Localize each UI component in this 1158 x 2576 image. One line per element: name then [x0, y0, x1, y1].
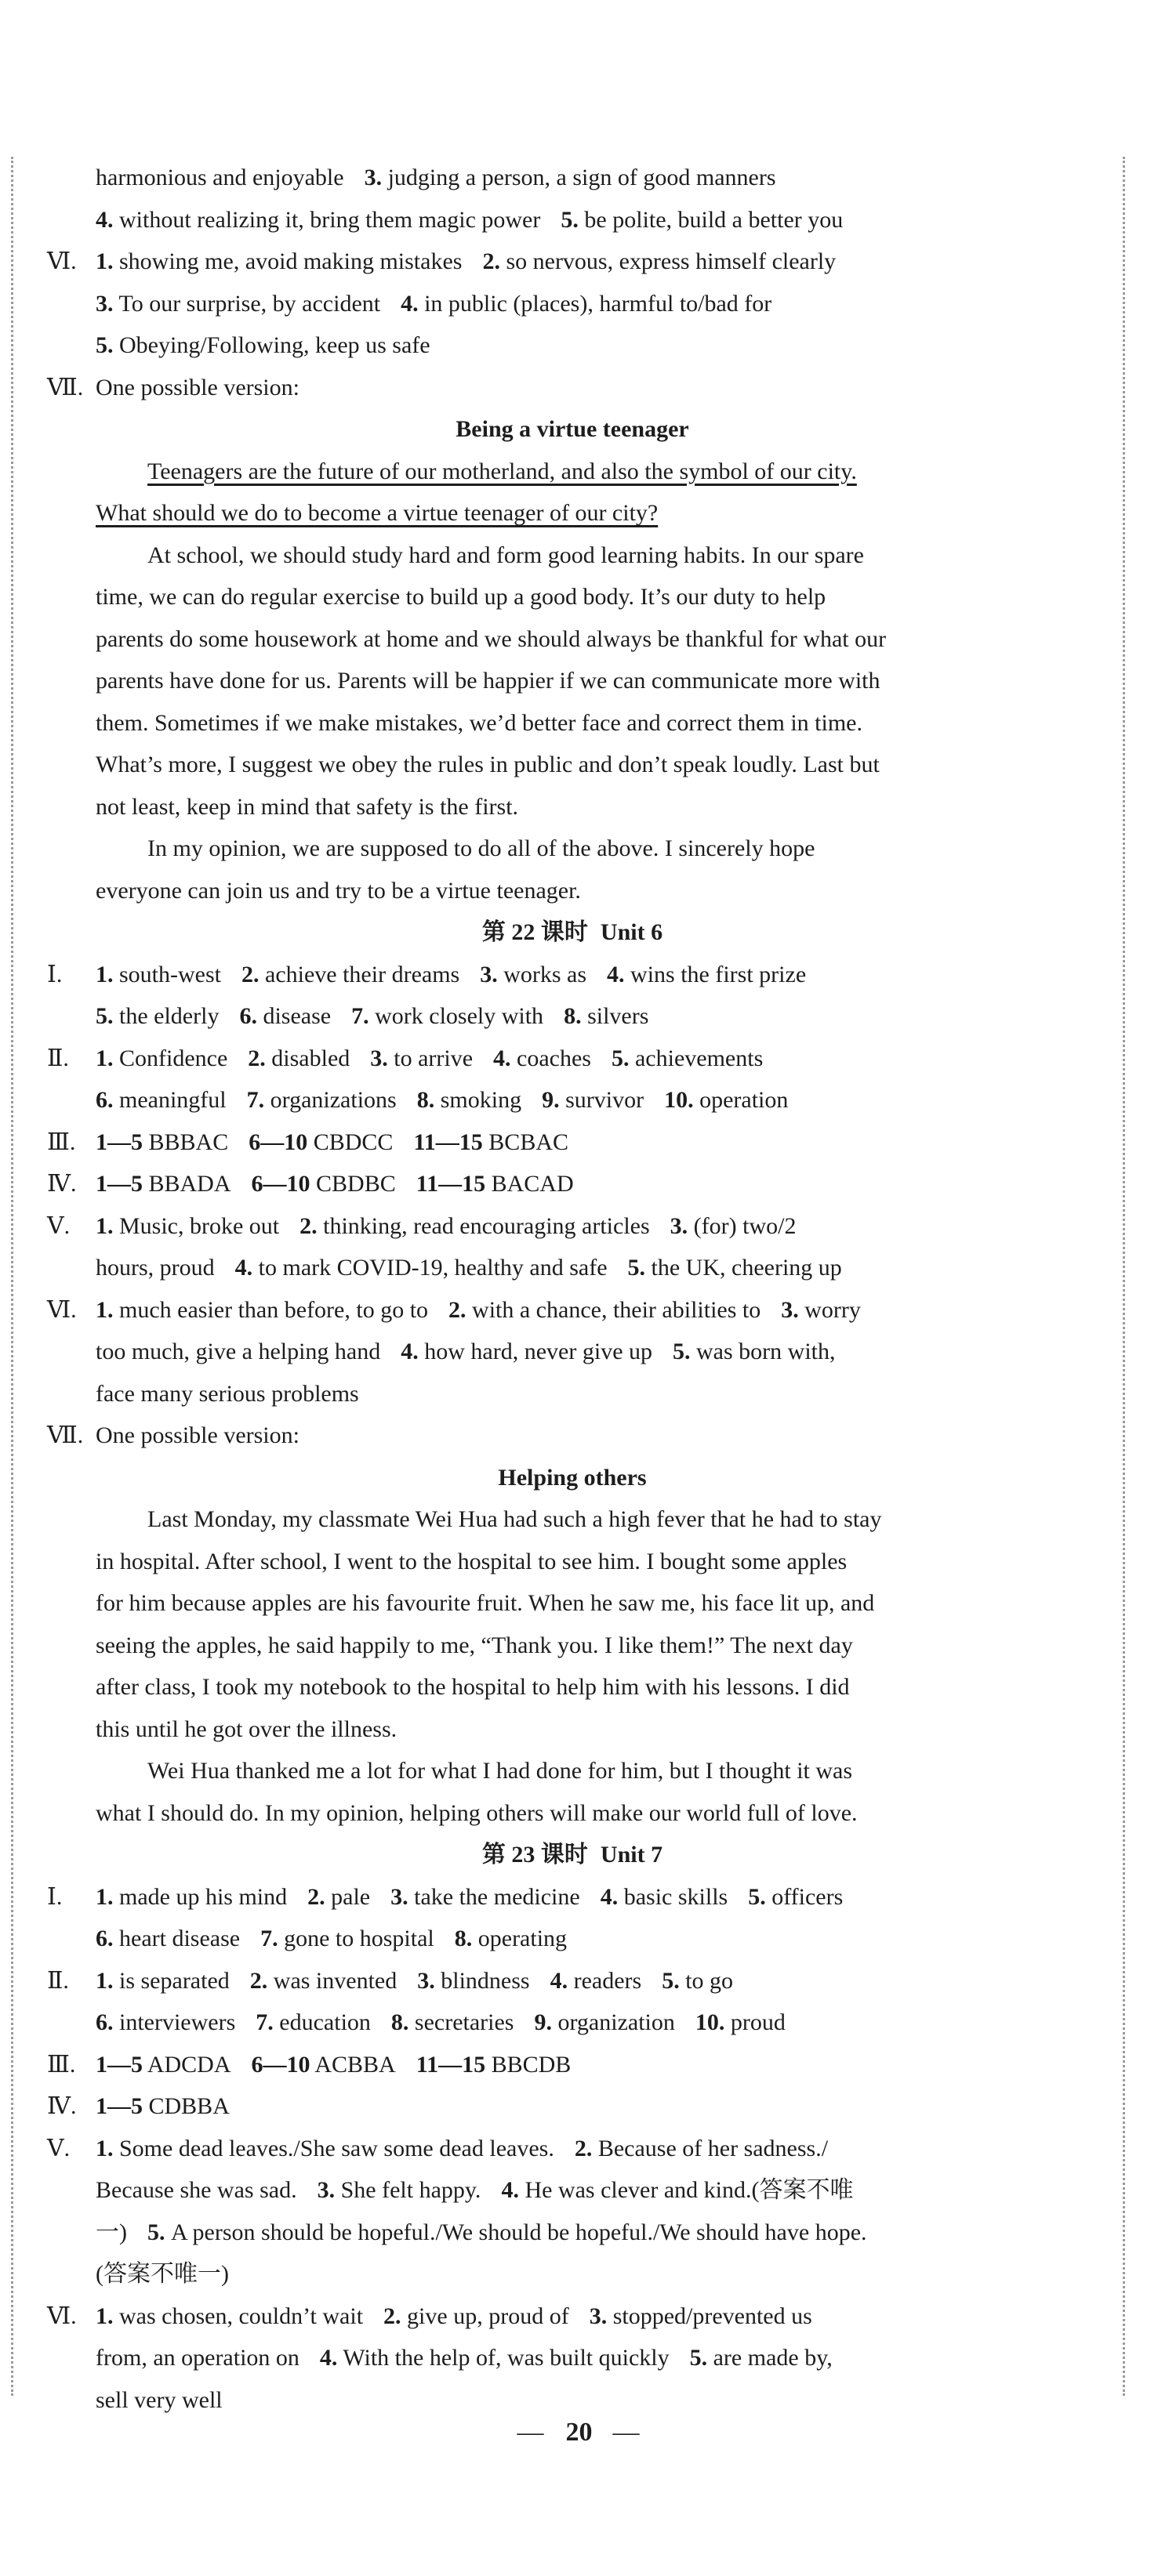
- item-number: 2.: [574, 2135, 593, 2161]
- item-number: 3.: [417, 1967, 435, 1994]
- answer-text: He was clever and kind.(答案不唯: [518, 2177, 854, 2203]
- text-line: [47, 660, 1098, 702]
- section-line: [47, 1163, 1098, 1205]
- item-number: 1.: [96, 1212, 114, 1239]
- answer-text: from, an operation on: [96, 2345, 299, 2371]
- section-line: [47, 1038, 1098, 1080]
- item-number: 1.: [96, 1967, 114, 1994]
- item-number: 5.: [662, 1967, 680, 1994]
- answer-text: to mark COVID-19, healthy and safe: [252, 1255, 608, 1281]
- item-number: 7.: [256, 2009, 274, 2035]
- answer-text: south-west: [113, 961, 221, 987]
- answer-text: time, we can do regular exercise to build up a good body. It’s our duty to help: [96, 584, 826, 610]
- section-line: [47, 1121, 1098, 1164]
- answer-text: this until he got over the illness.: [96, 1716, 397, 1742]
- answer-text: ACBBA: [310, 2051, 396, 2078]
- item-number: 6—10: [251, 1171, 310, 1197]
- item-number: 10.: [695, 2009, 725, 2035]
- text-line: [47, 1625, 1098, 1667]
- text-line: [47, 1582, 1098, 1625]
- answer-text: work closely with: [368, 1003, 544, 1029]
- text-line: [47, 451, 1098, 493]
- answer-text: after class, I took my notebook to the hospital to help him with his lessons. I did: [96, 1674, 850, 1700]
- item-number: 2.: [241, 961, 260, 987]
- text-line: [47, 2169, 1098, 2212]
- answer-text: not least, keep in mind that safety is the first.: [96, 793, 519, 820]
- answer-text: survivor: [559, 1087, 644, 1113]
- section-numeral: Ⅲ.: [47, 2051, 76, 2078]
- item-number: 9.: [542, 1087, 560, 1113]
- answer-text: One possible version:: [96, 1422, 299, 1448]
- item-number: 3.: [670, 1212, 688, 1239]
- answer-content: [47, 157, 1098, 2421]
- essay-title: [47, 408, 1098, 451]
- answer-text: for him because apples are his favourite fruit. When he saw me, his face lit up, and: [96, 1590, 875, 1616]
- text-line: [47, 1247, 1098, 1289]
- item-number: 1.: [96, 248, 114, 274]
- section-numeral: Ⅰ.: [47, 961, 63, 987]
- answer-text: interviewers: [113, 2009, 236, 2035]
- section-numeral: Ⅵ.: [47, 1296, 77, 1323]
- text-line: [47, 786, 1098, 828]
- answer-text: In my opinion, we are supposed to do all of the above. I sincerely hope: [147, 835, 815, 861]
- answer-text: the UK, cheering up: [645, 1255, 842, 1281]
- item-number: 6—10: [249, 1129, 308, 1155]
- item-number: 3.: [370, 1045, 388, 1071]
- item-number: 2.: [249, 1967, 268, 1994]
- answer-text: pale: [325, 1883, 371, 1910]
- answer-text: parents do some housework at home and we should always be thankful for what our: [96, 625, 887, 652]
- item-number: 4.: [607, 961, 625, 987]
- text-line: [47, 1331, 1098, 1373]
- text-line: [47, 324, 1098, 367]
- text-line: [47, 2002, 1098, 2044]
- item-number: 3.: [317, 2177, 336, 2203]
- underlined-topic-sentence: What should we do to become a virtue teenager of our city?: [96, 500, 659, 526]
- text-line: [47, 995, 1098, 1038]
- answer-text: achievements: [629, 1045, 764, 1071]
- answer-text: Because she was sad.: [96, 2177, 297, 2203]
- answer-text: was invented: [267, 1967, 397, 1994]
- item-number: 7.: [246, 1087, 265, 1113]
- answer-text: judging a person, a sign of good manners: [382, 165, 776, 190]
- item-number: 4.: [319, 2345, 338, 2371]
- item-number: 1—5: [96, 2093, 143, 2119]
- section-numeral: Ⅴ.: [47, 2135, 71, 2161]
- answer-text: made up his mind: [113, 1883, 288, 1910]
- item-number: 8.: [416, 1087, 435, 1113]
- page-number-dash-left: —: [517, 2418, 546, 2447]
- answer-text: hours, proud: [96, 1255, 215, 1281]
- text-line: [47, 2379, 1098, 2422]
- answer-text: meaningful: [113, 1087, 227, 1113]
- page-number: 20: [565, 2418, 593, 2447]
- answer-text: with a chance, their abilities to: [466, 1296, 761, 1323]
- item-number: 3.: [364, 165, 383, 190]
- item-number: 5.: [673, 1339, 691, 1364]
- answer-text: CDBBA: [143, 2093, 230, 2119]
- item-number: 11—15: [416, 2051, 486, 2078]
- item-number: 6.: [96, 1087, 114, 1113]
- section-line: [47, 2295, 1098, 2338]
- lesson-heading: [47, 1834, 1098, 1876]
- item-number: 3.: [589, 2302, 608, 2329]
- item-number: 5.: [96, 332, 114, 358]
- answer-text: seeing the apples, he said happily to me, “Thank you. I like them!” The next day: [96, 1632, 853, 1658]
- answer-text: was chosen, couldn’t wait: [113, 2302, 364, 2329]
- answer-text: them. Sometimes if we make mistakes, we’d better face and correct them in time.: [96, 709, 862, 736]
- lesson-heading: [47, 911, 1098, 954]
- answer-text: take the medicine: [408, 1883, 580, 1910]
- answer-text: Because of her sadness./: [592, 2135, 829, 2161]
- item-number: 4.: [600, 1883, 619, 1910]
- item-number: 1.: [96, 1883, 114, 1910]
- answer-text: showing me, avoid making mistakes: [113, 248, 463, 274]
- item-number: 1—5: [96, 2051, 143, 2078]
- section-numeral: Ⅳ.: [47, 1171, 77, 1197]
- text-line: [47, 199, 1098, 241]
- item-number: 4.: [96, 206, 114, 233]
- answer-text: CBDBC: [310, 1171, 396, 1197]
- section-numeral: Ⅱ.: [47, 1045, 69, 1071]
- item-number: 2.: [448, 1296, 466, 1323]
- item-number: 5.: [689, 2345, 708, 2371]
- answer-text: Music, broke out: [113, 1212, 280, 1239]
- text-line: [47, 2212, 1098, 2254]
- answer-text: in public (places), harmful to/bad for: [418, 290, 772, 317]
- item-number: 4.: [493, 1045, 511, 1071]
- item-number: 6.: [96, 2009, 114, 2035]
- answer-text: to arrive: [387, 1045, 474, 1071]
- answer-text: What’s more, I suggest we obey the rules in public and don’t speak loudly. Last but: [96, 752, 880, 777]
- underlined-topic-sentence: Teenagers are the future of our motherland, and also the symbol of our city.: [147, 458, 857, 484]
- answer-text: wins the first prize: [624, 961, 807, 987]
- answer-text: the elderly: [113, 1003, 220, 1029]
- section-line: [47, 1876, 1098, 1918]
- item-number: 3.: [480, 961, 498, 987]
- answer-text: heart disease: [113, 1926, 241, 1951]
- answer-text: Confidence: [113, 1045, 228, 1071]
- text-line: [47, 1498, 1098, 1541]
- section-line: [47, 2128, 1098, 2170]
- item-number: 2.: [383, 2302, 401, 2329]
- item-number: 4.: [234, 1255, 253, 1281]
- answer-text: so nervous, express himself clearly: [499, 248, 837, 274]
- section-numeral: Ⅲ.: [47, 1129, 76, 1155]
- item-number: 5.: [147, 2219, 165, 2245]
- item-number: 7.: [351, 1003, 369, 1029]
- answer-text: One possible version:: [96, 374, 299, 400]
- item-number: 11—15: [413, 1129, 483, 1155]
- item-number: 4.: [401, 1339, 419, 1364]
- answer-text: BBADA: [143, 1171, 231, 1197]
- section-numeral: Ⅶ.: [47, 1422, 84, 1448]
- answer-text: Last Monday, my classmate Wei Hua had such a high fever that he had to stay: [147, 1506, 882, 1532]
- item-number: 1.: [96, 2135, 114, 2161]
- item-number: 8.: [564, 1003, 582, 1029]
- section-numeral: Ⅵ.: [47, 2302, 77, 2329]
- lesson-label: 第 23 课时: [481, 1842, 588, 1868]
- page-number-footer: [0, 2418, 1158, 2447]
- answer-text: BBCDB: [485, 2051, 572, 2078]
- answer-text: education: [273, 2009, 371, 2035]
- answer-text: organizations: [264, 1087, 397, 1113]
- answer-text: (答案不唯一): [96, 2261, 229, 2287]
- section-line: [47, 2044, 1098, 2086]
- answer-text: readers: [568, 1967, 642, 1994]
- answer-text: officers: [765, 1883, 844, 1910]
- section-line: [47, 1960, 1098, 2002]
- answer-text: everyone can join us and try to be a virtue teenager.: [96, 877, 581, 904]
- answer-text: To our surprise, by accident: [113, 290, 381, 317]
- answer-text: face many serious problems: [96, 1380, 359, 1407]
- item-number: 6.: [96, 1926, 114, 1951]
- section-numeral: Ⅰ.: [47, 1883, 63, 1910]
- section-line: [47, 1415, 1098, 1457]
- section-line: [47, 1289, 1098, 1331]
- answer-text: At school, we should study hard and form good learning habits. In our spare: [147, 542, 864, 568]
- text-line: [47, 870, 1098, 912]
- text-line: [47, 576, 1098, 618]
- section-numeral: Ⅱ.: [47, 1967, 69, 1994]
- text-line: [47, 1079, 1098, 1121]
- answer-text: was born with,: [690, 1339, 836, 1364]
- answer-text: be polite, build a better you: [578, 206, 844, 233]
- item-number: 1—5: [96, 1171, 143, 1197]
- item-number: 5.: [627, 1255, 646, 1281]
- item-number: 9.: [534, 2009, 552, 2035]
- text-line: [47, 1750, 1098, 1792]
- answer-text: how hard, never give up: [418, 1339, 653, 1364]
- text-line: [47, 618, 1098, 661]
- item-number: 2.: [299, 1212, 318, 1239]
- item-number: 5.: [611, 1045, 630, 1071]
- section-numeral: Ⅳ.: [47, 2093, 77, 2119]
- answer-text: in hospital. After school, I went to the hospital to see him. I bought some apples: [96, 1548, 848, 1574]
- answer-text: operating: [472, 1926, 568, 1951]
- item-number: 3.: [96, 290, 114, 317]
- item-number: 11—15: [416, 1171, 486, 1197]
- section-line: [47, 1205, 1098, 1248]
- item-number: 1.: [96, 2302, 114, 2329]
- answer-text: 一): [96, 2219, 127, 2245]
- item-number: 1.: [96, 1045, 114, 1071]
- answer-text: are made by,: [707, 2345, 833, 2371]
- item-number: 8.: [454, 1926, 473, 1951]
- answer-text: basic skills: [618, 1883, 728, 1910]
- answer-text: worry: [798, 1296, 861, 1323]
- answer-text: harmonious and enjoyable: [96, 165, 344, 190]
- section-numeral: Ⅶ.: [47, 374, 84, 400]
- section-line: [47, 367, 1098, 409]
- item-number: 1—5: [96, 1129, 143, 1155]
- unit-label: Unit 7: [600, 1842, 663, 1868]
- item-number: 6.: [239, 1003, 257, 1029]
- answer-text: works as: [497, 961, 587, 987]
- text-line: [47, 1708, 1098, 1751]
- answer-text: With the help of, was built quickly: [337, 2345, 670, 2371]
- item-number: 5.: [96, 1003, 114, 1029]
- essay-title: [47, 1457, 1098, 1499]
- text-line: [47, 1666, 1098, 1708]
- answer-text: silvers: [581, 1003, 649, 1029]
- answer-text: secretaries: [408, 2009, 514, 2035]
- item-number: 10.: [664, 1087, 694, 1113]
- item-number: 3.: [390, 1883, 408, 1910]
- text-line: [47, 2253, 1098, 2295]
- section-line: [47, 241, 1098, 283]
- right-binding-dotted-line: [1123, 157, 1125, 2396]
- answer-text: disabled: [265, 1045, 350, 1071]
- answer-text: what I should do. In my opinion, helping others will make our world full of love.: [96, 1799, 858, 1826]
- answer-text: too much, give a helping hand: [96, 1339, 381, 1364]
- answer-text: blindness: [434, 1967, 530, 1994]
- text-line: [47, 1918, 1098, 1960]
- answer-text: much easier than before, to go to: [113, 1296, 429, 1323]
- answer-text: coaches: [510, 1045, 591, 1071]
- item-number: 7.: [260, 1926, 278, 1951]
- left-binding-dotted-line: [11, 157, 13, 2396]
- answer-text: give up, proud of: [401, 2302, 569, 2329]
- item-number: 2.: [248, 1045, 266, 1071]
- text-line: [47, 1792, 1098, 1835]
- answer-text: achieve their dreams: [259, 961, 460, 987]
- answer-text: stopped/prevented us: [607, 2302, 812, 2329]
- text-line: [47, 702, 1098, 745]
- section-numeral: Ⅵ.: [47, 248, 77, 274]
- page-number-dash-right: —: [612, 2418, 641, 2447]
- answer-text: BBBAC: [143, 1129, 229, 1155]
- item-number: 8.: [390, 2009, 409, 2035]
- lesson-label: 第 22 课时: [481, 919, 588, 945]
- answer-text: proud: [724, 2009, 786, 2035]
- answer-text: to go: [679, 1967, 734, 1994]
- answer-text: organization: [551, 2009, 675, 2035]
- answer-text: gone to hospital: [278, 1926, 434, 1951]
- answer-text: smoking: [434, 1087, 522, 1113]
- answer-text: operation: [693, 1087, 789, 1113]
- answer-text: A person should be hopeful./We should be hopeful./We should have hope.: [165, 2219, 867, 2245]
- essay-title-text: Being a virtue teenager: [456, 416, 689, 442]
- answer-text: thinking, read encouraging articles: [317, 1212, 650, 1239]
- item-number: 6—10: [251, 2051, 310, 2078]
- answer-text: CBDCC: [307, 1129, 394, 1155]
- text-line: [47, 492, 1098, 534]
- answer-text: parents have done for us. Parents will be happier if we can communicate more with: [96, 668, 880, 694]
- essay-title-text: Helping others: [498, 1464, 647, 1491]
- item-number: 5.: [748, 1883, 766, 1910]
- text-line: [47, 1373, 1098, 1415]
- item-number: 1.: [96, 1296, 114, 1323]
- item-number: 2.: [307, 1883, 325, 1910]
- text-line: [47, 744, 1098, 786]
- item-number: 4.: [501, 2177, 519, 2203]
- answer-text: Some dead leaves./She saw some dead leaves.: [113, 2135, 554, 2161]
- text-line: [47, 828, 1098, 870]
- answer-text: without realizing it, bring them magic power: [113, 206, 541, 233]
- text-line: [47, 1541, 1098, 1583]
- answer-text: BCBAC: [482, 1129, 569, 1155]
- item-number: 4.: [550, 1967, 568, 1994]
- text-line: [47, 2337, 1098, 2379]
- section-numeral: Ⅴ.: [47, 1212, 71, 1239]
- unit-label: Unit 6: [600, 919, 663, 945]
- text-line: [47, 534, 1098, 577]
- answer-text: ADCDA: [143, 2051, 231, 2078]
- answer-text: Obeying/Following, keep us safe: [113, 332, 430, 358]
- answer-text: disease: [256, 1003, 332, 1029]
- answer-text: is separated: [113, 1967, 230, 1994]
- item-number: 4.: [401, 290, 419, 317]
- answer-text: (for) two/2: [688, 1212, 797, 1239]
- answer-text: Wei Hua thanked me a lot for what I had done for him, but I thought it was: [147, 1758, 853, 1784]
- text-line: [47, 283, 1098, 325]
- item-number: 3.: [781, 1296, 799, 1323]
- section-line: [47, 2085, 1098, 2128]
- section-line: [47, 954, 1098, 996]
- item-number: 5.: [561, 206, 579, 233]
- item-number: 1.: [96, 961, 114, 987]
- answer-text: She felt happy.: [335, 2177, 481, 2203]
- answer-text: sell very well: [96, 2386, 223, 2413]
- item-number: 2.: [482, 248, 500, 274]
- text-line: [47, 157, 1098, 199]
- answer-text: BACAD: [485, 1171, 574, 1197]
